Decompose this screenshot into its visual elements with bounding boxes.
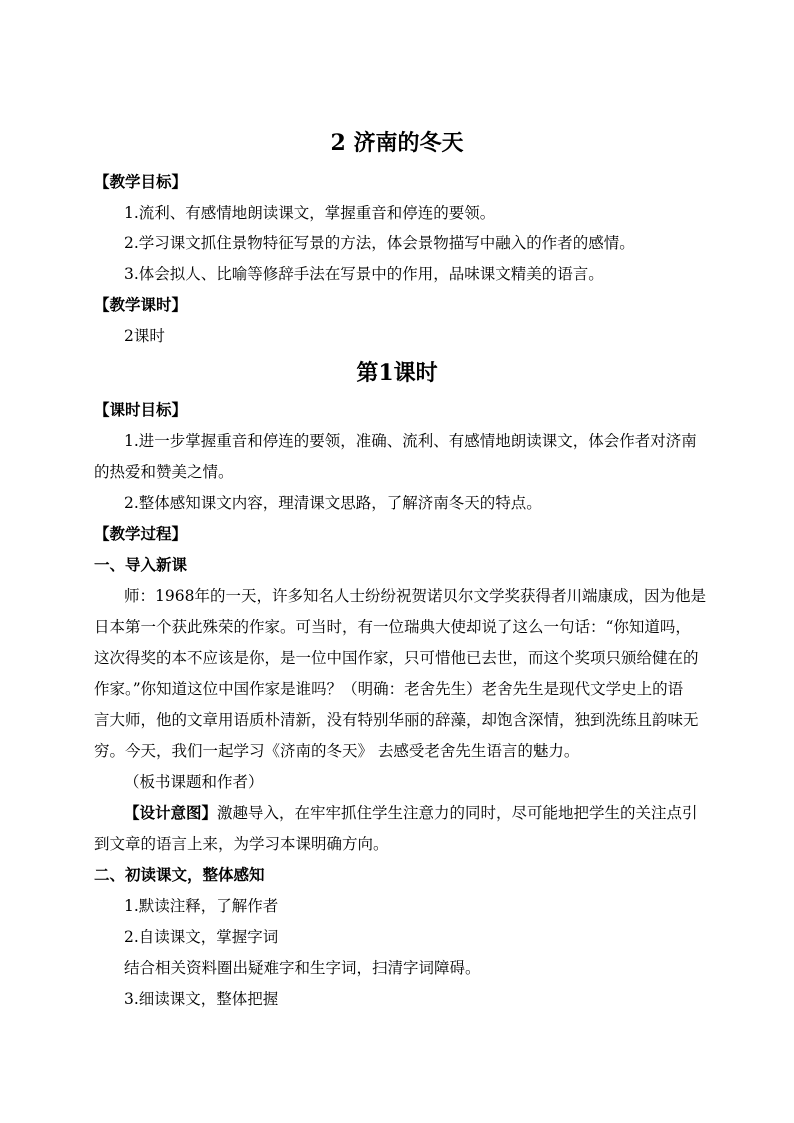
document-title: 2 济南的冬天 bbox=[330, 130, 464, 156]
lesson-goal-item-1-line-2: 的热爱和赞美之情。 bbox=[94, 463, 234, 481]
lesson-goals-heading: 【课时目标】 bbox=[94, 400, 188, 419]
lesson-goal-item-1-line-1: 1.进一步掌握重音和停连的要领，准确、流利、有感情地朗读课文，体会作者对济南 bbox=[124, 432, 697, 450]
part2-step-1: 1.默读注释，了解作者 bbox=[124, 897, 279, 915]
intro-para-line-4: 作家。”你知道这位中国作家是谁吗？（明确：老舍先生）老舍先生是现代文学史上的语 bbox=[94, 680, 684, 698]
design-intent-text: 激趣导入，在牢牢抓住学生注意力的同时，尽可能地把学生的关注点引 bbox=[217, 804, 698, 822]
teaching-goal-item-2: 2.学习课文抓住景物特征写景的方法，体会景物描写中融入的作者的感情。 bbox=[124, 234, 635, 252]
intro-para-line-2: 日本第一个获此殊荣的作家。可当时，有一位瑞典大使却说了这么一句话：“你知道吗， bbox=[94, 618, 691, 636]
design-intent-label: 【设计意图】 bbox=[124, 803, 218, 822]
intro-para-line-5: 言大师，他的文章用语质朴清新，没有特别华丽的辞藻，却饱含深情，独到洗练且韵味无 bbox=[94, 711, 699, 729]
part1-heading: 一、导入新课 bbox=[94, 555, 188, 574]
intro-para-line-6: 穷。今天，我们一起学习《济南的冬天》 去感受老舍先生语言的魅力。 bbox=[94, 742, 580, 760]
teaching-process-heading: 【教学过程】 bbox=[94, 524, 188, 543]
board-note: （板书课题和作者） bbox=[124, 773, 264, 791]
design-intent-line-1 bbox=[124, 803, 698, 823]
part2-step-2: 2.自读课文，掌握字词 bbox=[124, 928, 279, 946]
lesson-title: 第1课时 bbox=[356, 360, 438, 386]
intro-para-line-3: 这次得奖的本不应该是你，是一位中国作家，只可惜他已去世，而这个奖项只颁给健在的 bbox=[94, 649, 699, 667]
lesson-goal-item-2: 2.整体感知课文内容，理清课文思路，了解济南冬天的特点。 bbox=[124, 494, 542, 512]
part2-step-2-detail: 结合相关资料圈出疑难字和生字词，扫清字词障碍。 bbox=[124, 959, 481, 977]
part2-heading: 二、初读课文，整体感知 bbox=[94, 865, 265, 884]
teaching-goal-item-3: 3.体会拟人、比喻等修辞手法在写景中的作用，品味课文精美的语言。 bbox=[124, 265, 604, 283]
teaching-hours-value: 2课时 bbox=[124, 327, 165, 345]
part2-step-3: 3.细读课文，整体把握 bbox=[124, 990, 279, 1008]
design-intent-line-2: 到文章的语言上来，为学习本课明确方向。 bbox=[94, 835, 389, 853]
teaching-hours-heading: 【教学课时】 bbox=[94, 295, 188, 314]
teaching-goal-item-1: 1.流利、有感情地朗读课文，掌握重音和停连的要领。 bbox=[124, 204, 496, 222]
teaching-goals-heading: 【教学目标】 bbox=[94, 172, 188, 191]
intro-para-line-1: 师：1968年的一天，许多知名人士纷纷祝贺诺贝尔文学奖获得者川端康成，因为他是 bbox=[124, 587, 706, 605]
